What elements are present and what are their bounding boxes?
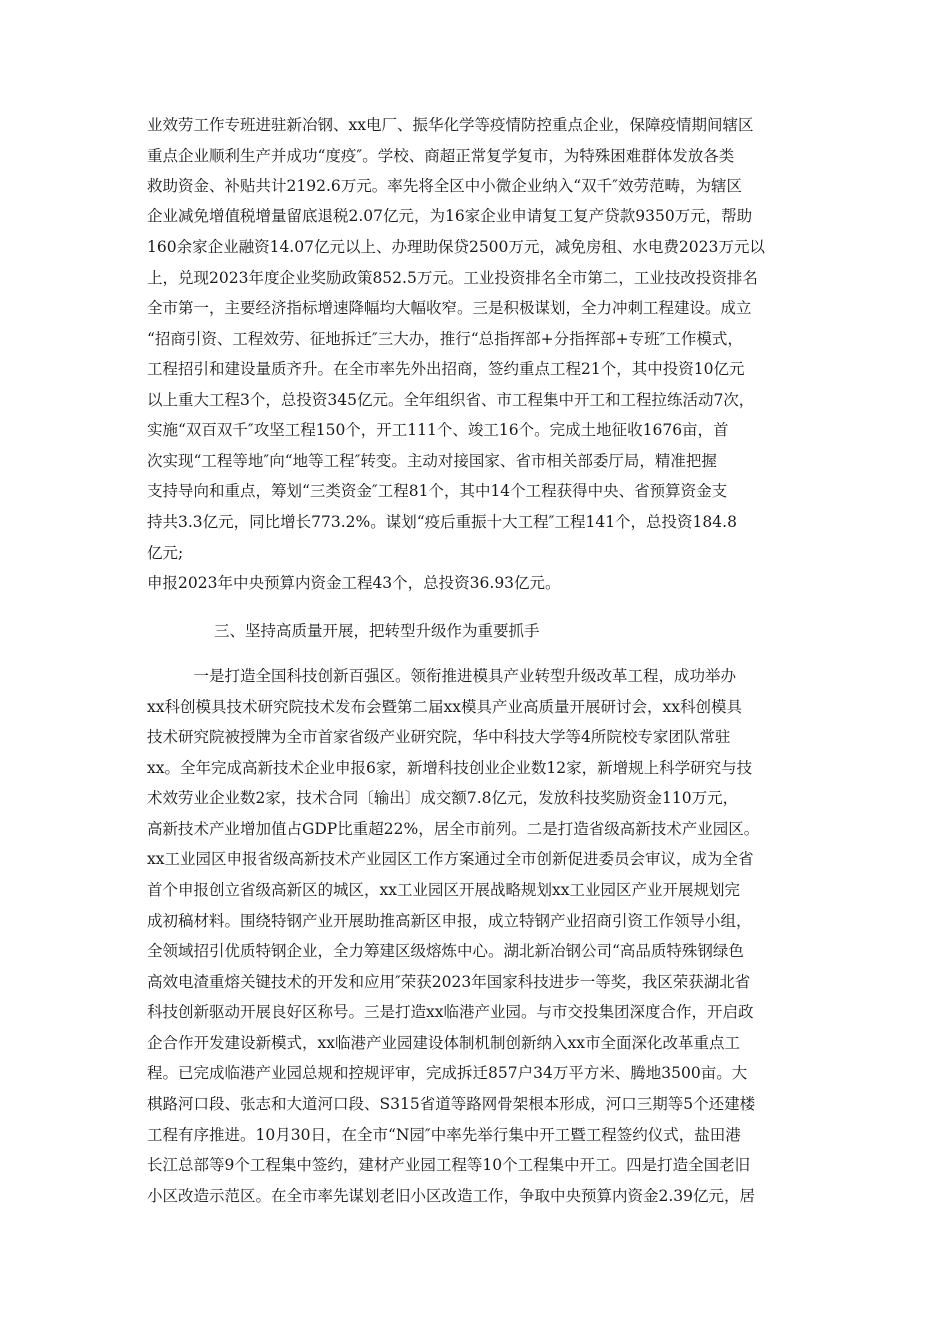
paragraph-line: 全市第一，主要经济指标增速降幅均大幅收窄。三是积极谋划，全力冲刺工程建设。成立: [147, 299, 752, 317]
paragraph-line: xx。全年完成高新技术企业申报6家，新增科技创业企业数12家，新增规上科学研究与技: [147, 759, 753, 777]
paragraph-line: 小区改造示范区。在全市率先谋划老旧小区改造工作，争取中央预算内资金2.39亿元，居: [147, 1187, 756, 1205]
paragraph-line: 160余家企业融资14.07亿元以上、办理助保贷2500万元，减免房租、水电费2023万元以: [147, 238, 765, 256]
paragraph-line: 长江总部等9个工程集中签约，建材产业园工程等10个工程集中开工。四是打造全国老旧: [147, 1156, 751, 1174]
paragraph-line: 一是打造全国科技创新百强区。领衔推进模具产业转型升级改革工程，成功举办: [147, 667, 737, 685]
paragraph-line: 高效电渣重熔关键技术的开发和应用″荣获2023年国家科技进步一等奖，我区荣获湖北省: [147, 973, 751, 991]
paragraph-line: 以上重大工程3个，总投资345亿元。全年组织省、市工程集中开工和工程拉练活动7次，: [147, 391, 755, 409]
paragraph-line: “招商引资、工程效劳、征地拆迁″三大办，推行“总指挥部+分指挥部+专班″工作模式，: [147, 330, 743, 348]
section-heading: 三、坚持高质量开展，把转型升级作为重要抓手: [214, 622, 540, 640]
paragraph-line: 术效劳业企业数2家，技术合同〔输出〕成交额7.8亿元，发放科技奖励资金110万元，: [147, 789, 739, 807]
paragraph-line: 企合作开发建设新模式，xx临港产业园建设体制机制创新纳入xx市全面深化改革重点工: [147, 1034, 740, 1052]
paragraph-line: 企业减免增值税增量留底退税2.07亿元，为16家企业申请复工复产贷款9350万元，帮助: [147, 207, 753, 225]
paragraph-line: 实施“双百双千″攻坚工程150个，开工111个、竣工16个。完成土地征收1676亩，首: [147, 421, 729, 439]
paragraph-line: 救助资金、补贴共计2192.6万元。率先将全区中小微企业纳入“双千″效劳范畴，为辖区: [147, 177, 742, 195]
paragraph-line: 技术研究院被授牌为全市首家省级产业研究院，华中科技大学等4所院校专家团队常驻: [147, 728, 731, 746]
paragraph-line: 程。已完成临港产业园总规和控规评审，完成拆迁857户34万平方米、腾地3500亩。大: [147, 1064, 748, 1082]
paragraph-line: xx科创模具技术研究院技术发布会暨第二届xx模具产业高质量开展研讨会，xx科创模具: [147, 698, 742, 716]
paragraph-line: 亿元;: [147, 544, 184, 562]
paragraph-line: 工程有序推进。10月30日，在全市“N园″中率先举行集中开工暨工程签约仪式，盐田港: [147, 1126, 741, 1144]
paragraph-line: 持共3.3亿元，同比增长773.2%。谋划“疫后重振十大工程″工程141个，总投资184.8: [147, 513, 737, 531]
paragraph-line: 工程招引和建设量质齐升。在全市率先外出招商，签约重点工程21个，其中投资10亿元: [147, 360, 745, 378]
paragraph-line: 科技创新驱动开展良好区称号。三是打造xx临港产业园。与市交投集团深度合作，开启政: [147, 1003, 754, 1021]
paragraph-line: 业效劳工作专班进驻新冶钢、xx电厂、振华化学等疫情防控重点企业，保障疫情期间辖区: [147, 116, 754, 134]
paragraph-line: 次实现“工程等地″向“地等工程″转变。主动对接国家、省市相关部委厅局，精准把握: [147, 452, 717, 470]
paragraph-line: 棋路河口段、张志和大道河口段、S315省道等路网骨架根本形成，河口三期等5个还建楼: [147, 1095, 756, 1113]
paragraph-line: 申报2023年中央预算内资金工程43个，总投资36.93亿元。: [147, 574, 561, 592]
paragraph-line: 重点企业顺利生产并成功“度疫″。学校、商超正常复学复市，为特殊困难群体发放各类: [147, 147, 735, 165]
paragraph-line: 上，兑现2023年度企业奖励政策852.5万元。工业投资排名全市第二，工业技改投资排名: [147, 269, 758, 287]
paragraph-line: 支持导向和重点，筹划“三类资金″工程81个，其中14个工程获得中央、省预算资金支: [147, 482, 728, 500]
paragraph-line: 成初稿材料。围绕特钢产业开展助推高新区申报，成立特钢产业招商引资工作领导小组，: [147, 912, 752, 930]
paragraph-line: xx工业园区申报省级高新技术产业园区工作方案通过全市创新促进委员会审议，成为全省: [147, 850, 754, 868]
paragraph-line: 高新技术产业增加值占GDP比重超22%，居全市前列。二是打造省级高新技术产业园区。: [147, 820, 760, 838]
paragraph-line: 全领域招引优质特钢企业，全力筹建区级熔炼中心。湖北新冶钢公司“高品质特殊钢绿色: [147, 942, 744, 960]
paragraph-line: 首个申报创立省级高新区的城区，xx工业园区开展战略规划xx工业园区产业开展规划完: [147, 881, 740, 899]
